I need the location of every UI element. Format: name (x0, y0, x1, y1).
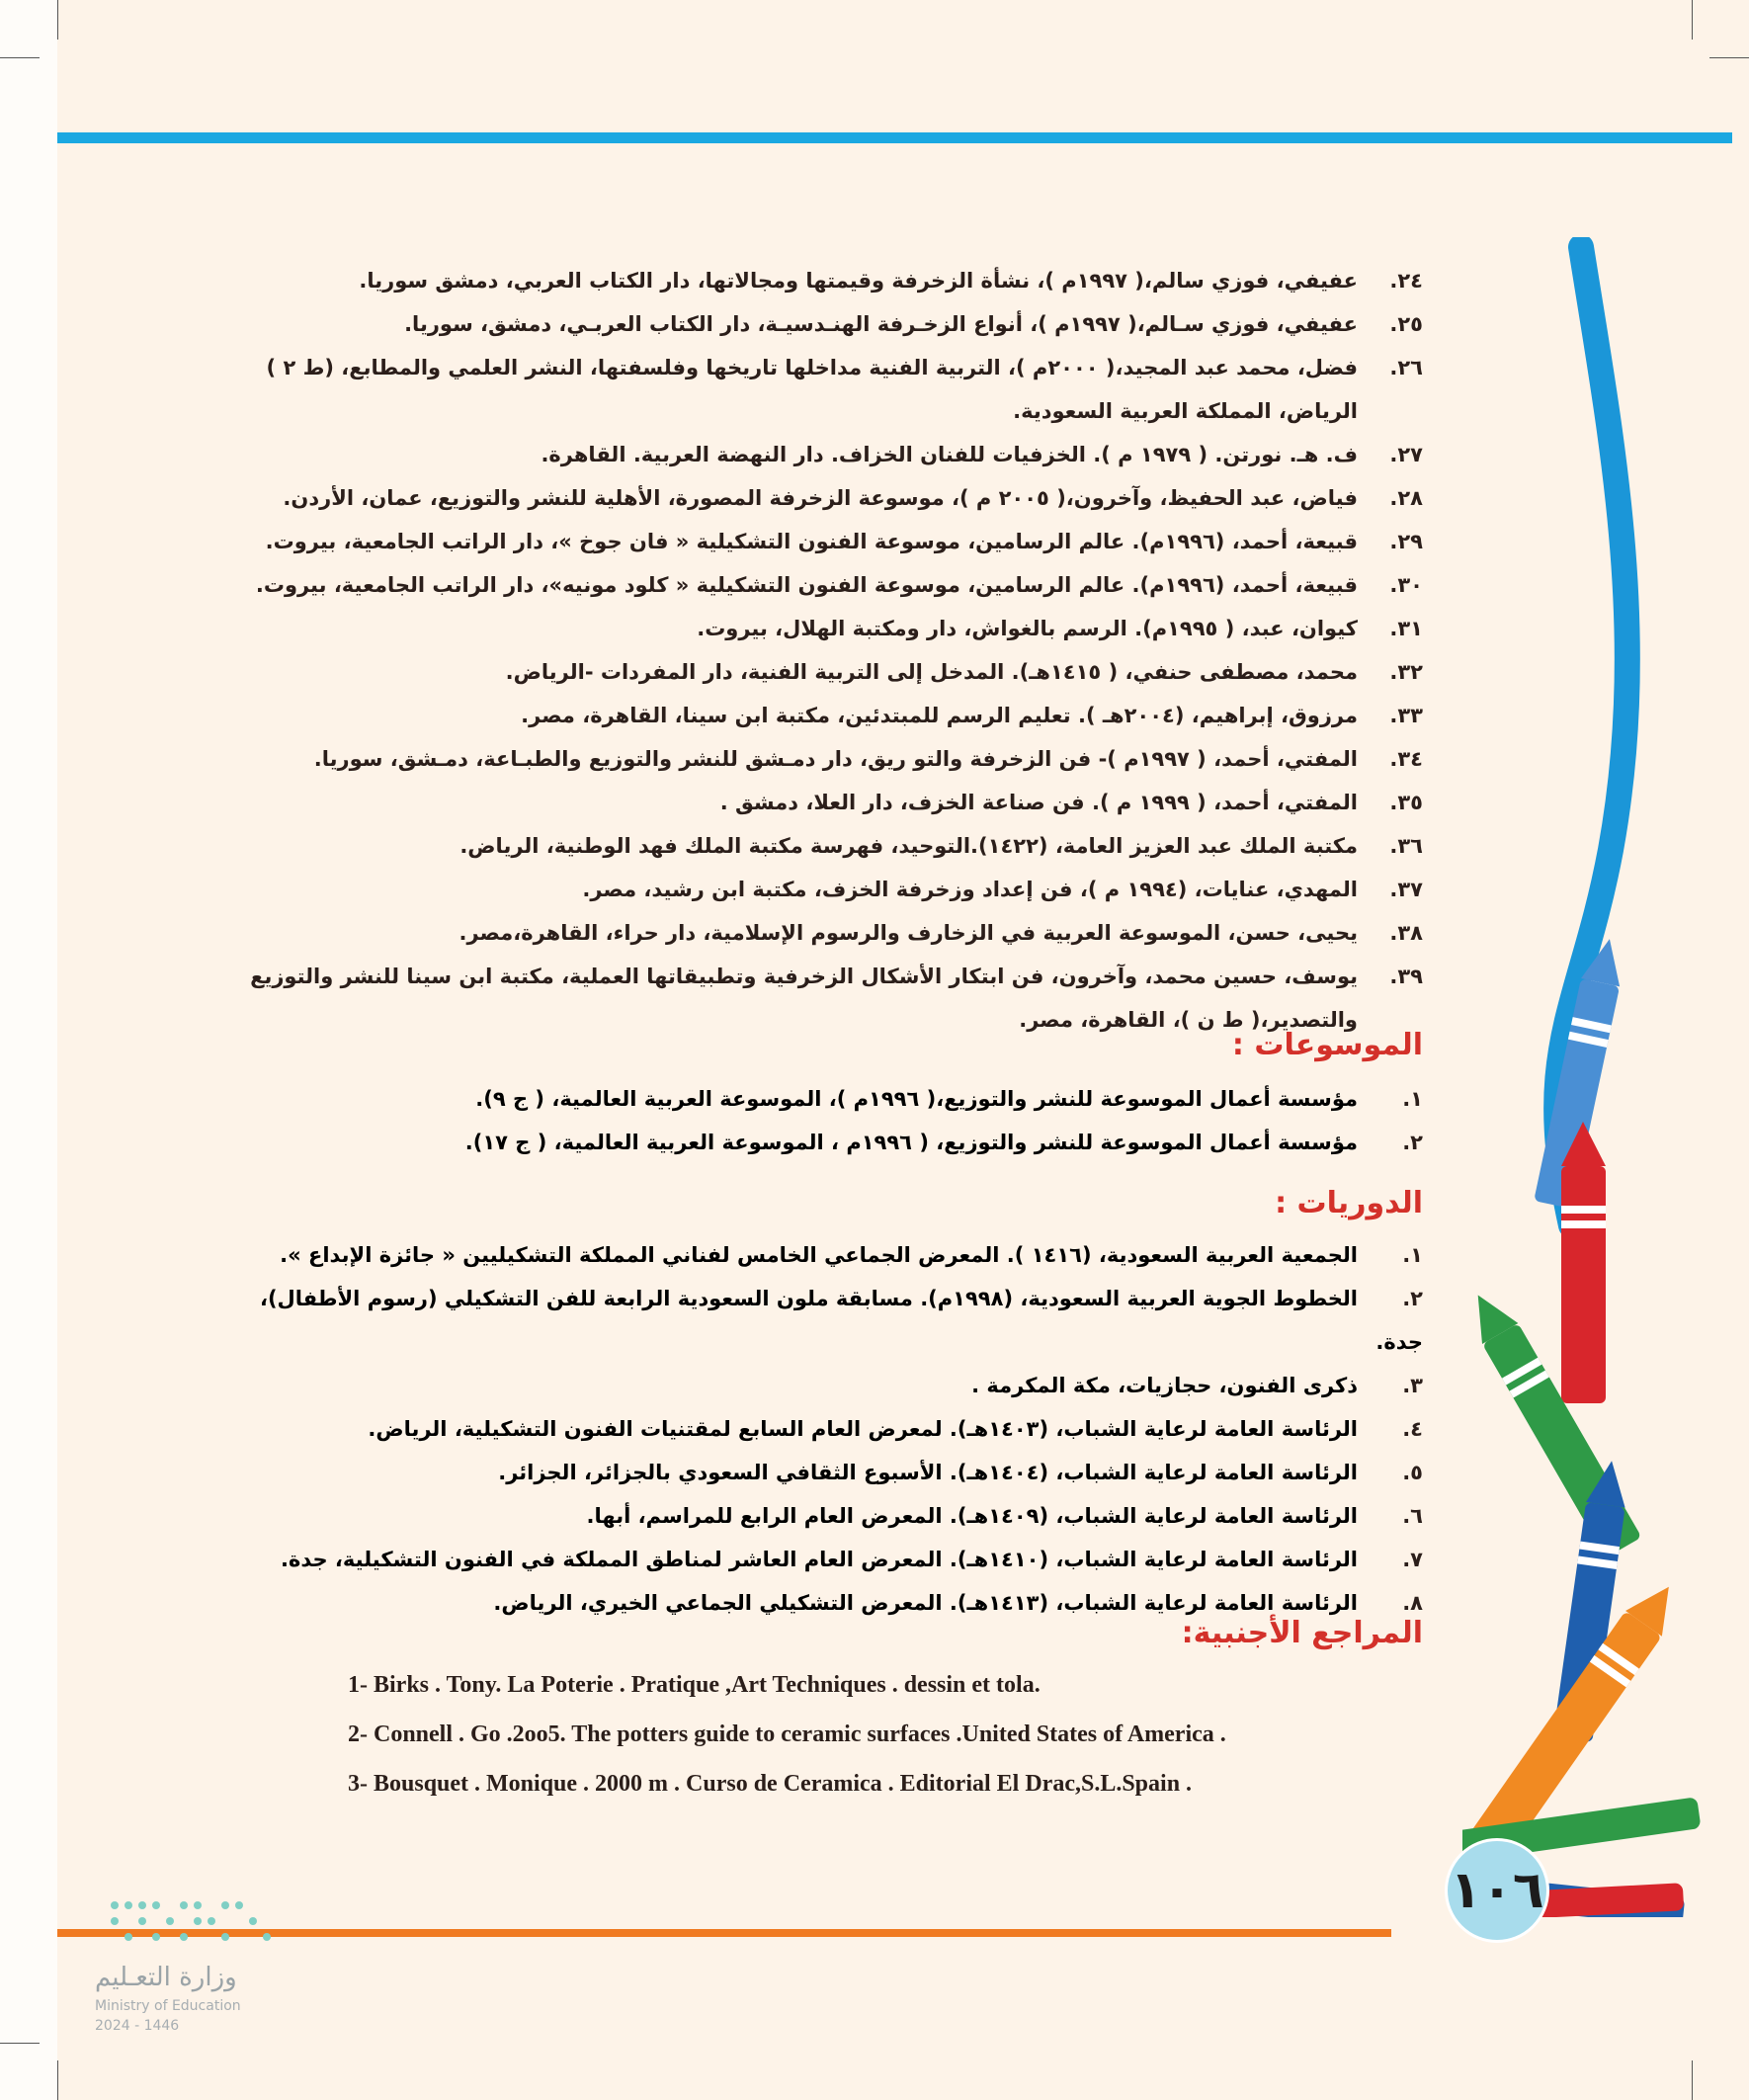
list-item: ٨.الرئاسة العامة لرعاية الشباب، (١٤١٣هـ). المعرض التشكيلي الجماعي الخيري، الرياض. (493, 1591, 1423, 1615)
list-item: ٣٢.محمد، مصطفى حنفي، ( ١٤١٥هـ). المدخل إلى التربية الفنية، دار المفردات -الرياض. (505, 660, 1423, 684)
list-item: ٦.الرئاسة العامة لرعاية الشباب، (١٤٠٩هـ). المعرض العام الرابع للمراسم، أبها. (586, 1504, 1423, 1528)
list-item: 2- Connell . Go .2oo5. The potters guide to ceramic surfaces .United States of America . (348, 1722, 1226, 1747)
list-item: 3- Bousquet . Monique . 2000 m . Curso de Ceramica . Editorial El Drac,S.L.Spain . (348, 1771, 1193, 1797)
ministry-name-en: Ministry of Education (95, 1998, 241, 2014)
list-item: ٣.ذكرى الفنون، حجازيات، مكة المكرمة . (971, 1374, 1423, 1397)
crop-mark (0, 57, 40, 58)
page-number: ١٠٦ (1445, 1838, 1549, 1943)
list-item: ١.مؤسسة أعمال الموسوعة للنشر والتوزيع،( ١٩٩٦م )، الموسوعة العربية العالمية، ( ج ٩). (475, 1087, 1423, 1111)
foreign-references-list (348, 1660, 1226, 1808)
list-item: ٣٠.قبيعة، أحمد، (١٩٩٦م). عالم الرسامين، موسوعة الفنون التشكيلية « كلود مونيه»، دار الراتب الجامعية، بيروت. (255, 573, 1423, 597)
periodicals-heading: الدوريات : (1275, 1186, 1423, 1220)
list-item: ٢.الخطوط الجوية العربية السعودية، (١٩٩٨م). مسابقة ملون السعودية الرابعة للفن التشكيلي (رسوم الأطفال)، جدة. (259, 1287, 1423, 1354)
top-blue-rule (57, 132, 1732, 143)
list-item: ٤.الرئاسة العامة لرعاية الشباب، (١٤٠٣هـ). لمعرض العام السابع لمقتنيات الفنون التشكيلية، الرياض. (368, 1417, 1423, 1441)
list-item: ٣٣.مرزوق، إبراهيم، (٢٠٠٤هـ ). تعليم الرسم للمبتدئين، مكتبة ابن سينا، القاهرة، مصر. (521, 704, 1423, 727)
crop-mark (1692, 2060, 1693, 2100)
list-item: ٣٨.يحيى، حسن، الموسوعة العربية في الزخارف والرسوم الإسلامية، دار حراء، القاهرة،مصر. (458, 921, 1423, 945)
crayon-decoration (1462, 237, 1749, 1917)
ministry-name-ar: وزارة التعـليم (95, 1963, 237, 1992)
list-item: ٣٤.المفتي، أحمد، ( ١٩٩٧م )- فن الزخرفة والتو ريق، دار دمـشق للنشر والتوزيع والطبـاعة، دمـشق، سوريا. (313, 747, 1423, 771)
crop-mark (1709, 57, 1749, 58)
list-item: ٣١.كيوان، عبد، ( ١٩٩٥م). الرسم بالغواش، دار ومكتبة الهلال، بيروت. (697, 617, 1423, 640)
list-item: 1- Birks . Tony. La Poterie . Pratique ,Art Techniques . dessin et tola. (348, 1672, 1041, 1698)
crop-mark (57, 2060, 58, 2100)
encyclopedias-heading: الموسوعات : (1231, 1028, 1423, 1062)
list-item: ٢٤.عفيفي، فوزي سالم،( ١٩٩٧م )، نشأة الزخرفة وقيمتها ومجالاتها، دار الكتاب العربي، دمشق سوريا. (359, 269, 1423, 293)
list-item: ٣٥.المفتي، أحمد، ( ١٩٩٩ م ). فن صناعة الخزف، دار العلا، دمشق . (719, 791, 1423, 814)
list-item: ٧.الرئاسة العامة لرعاية الشباب، (١٤١٠هـ). المعرض العام العاشر لمناطق المملكة في الفنون التشكيلية، جدة. (280, 1548, 1423, 1571)
list-item: ٥.الرئاسة العامة لرعاية الشباب، (١٤٠٤هـ). الأسبوع الثقافي السعودي بالجزائر، الجزائر. (498, 1461, 1423, 1484)
ministry-year: 2024 - 1446 (95, 2018, 180, 2034)
encyclopedias-list (237, 1077, 1423, 1164)
foreign-references-heading: المراجع الأجنبية: (1181, 1616, 1423, 1650)
red-crayon (1561, 1122, 1606, 1403)
list-item: ٢٦.فضل، محمد عبد المجيد،( ٢٠٠٠م )، التربية الفنية مداخلها تاريخها وفلسفتها، النشر العلمي والمطابع، (ط ٢ ) الرياض، المملكة العربية السعودية. (266, 356, 1423, 423)
list-item: ٣٩.يوسف، حسين محمد، وآخرون، فن ابتكار الأشكال الزخرفية وتطبيقاتها العملية، مكتبة ابن سينا للنشر والتوزيع والتصدير،( ط ن )، القاهرة، مصر. (250, 965, 1423, 1032)
crop-mark (57, 0, 58, 40)
list-item: ٢٩.قبيعة، أحمد، (١٩٩٦م). عالم الرسامين، موسوعة الفنون التشكيلية « فان جوخ »، دار الراتب الجامعية، بيروت. (265, 530, 1423, 553)
list-item: ٢٧.ف. هـ. نورتن. ( ١٩٧٩ م ). الخزفيات للفنان الخزاف. دار النهضة العربية. القاهرة. (541, 443, 1423, 466)
list-item: ٢٥.عفيفي، فوزي سـالم،( ١٩٩٧م )، أنواع الزخـرفة الهنـدسيـة، دار الكتاب العربـي، دمشق، سوريا. (404, 312, 1423, 336)
crop-mark (1692, 0, 1693, 40)
list-item: ٢٨.فياض، عبد الحفيظ، وآخرون،( ٢٠٠٥ م )، موسوعة الزخرفة المصورة، الأهلية للنشر والتوزيع، عمان، الأردن. (283, 486, 1423, 510)
list-item: ١.الجمعية العربية السعودية، (١٤١٦ ). المعرض الجماعي الخامس لفناني المملكة التشكيليين « جائزة الإبداع ». (280, 1243, 1423, 1267)
list-item: ٢.مؤسسة أعمال الموسوعة للنشر والتوزيع، ( ١٩٩٦م ، الموسوعة العربية العالمية، ( ج ١٧). (464, 1131, 1423, 1154)
periodicals-list (237, 1233, 1423, 1625)
list-item: ٣٦.مكتبة الملك عبد العزيز العامة، (١٤٢٢).التوحيد، فهرسة مكتبة الملك فهد الوطنية، الرياض. (459, 834, 1423, 858)
references-list (237, 259, 1423, 1042)
list-item: ٣٧.المهدي، عنايات، (١٩٩٤ م )، فن إعداد وزخرفة الخزف، مكتبة ابن رشيد، مصر. (582, 878, 1423, 901)
ministry-logo-icon (95, 1895, 283, 1951)
crop-mark (0, 2043, 40, 2044)
